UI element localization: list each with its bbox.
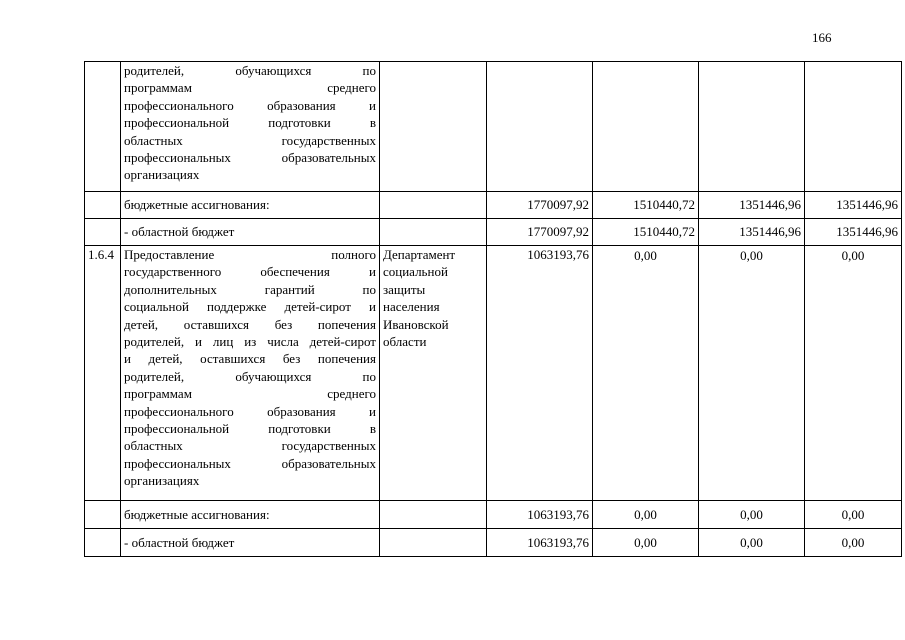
value-cell <box>699 62 805 192</box>
description-line: организациях <box>124 473 200 489</box>
description-line: профессионального образования и <box>124 403 376 419</box>
value-cell <box>805 62 902 192</box>
value-cell: 1770097,92 <box>487 192 593 219</box>
description-line: родителей, обучающихся по <box>124 63 376 78</box>
row-label: - областной бюджет <box>121 219 380 246</box>
value-cell: 1063193,76 <box>487 529 593 557</box>
value-cell: 0,00 <box>593 501 699 529</box>
description-line: родителей, и лиц из числа детей-сирот <box>124 333 376 349</box>
description-line: профессиональных образовательных <box>124 149 376 165</box>
row-number <box>85 62 121 192</box>
value-cell: 0,00 <box>699 529 805 557</box>
description-line: родителей, обучающихся по <box>124 368 376 384</box>
table-row-regional <box>85 529 902 557</box>
executor-cell <box>380 529 487 557</box>
description-line: социальной поддержке детей-сирот и <box>124 299 376 315</box>
value-cell: 0,00 <box>699 246 805 501</box>
budget-table <box>84 61 902 557</box>
value-cell: 0,00 <box>699 501 805 529</box>
description-line: организациях <box>124 167 200 183</box>
description-line: профессиональных образовательных <box>124 455 376 471</box>
executor-line: защиты <box>383 281 426 297</box>
table-row-regional <box>85 219 902 246</box>
table-row-item <box>85 246 902 501</box>
value-cell: 0,00 <box>805 529 902 557</box>
description-line: профессиональной подготовки в <box>124 420 376 436</box>
row-label: бюджетные ассигнования: <box>121 192 380 219</box>
description-line: областных государственных <box>124 438 376 454</box>
executor-cell <box>380 219 487 246</box>
description-line: программам среднего <box>124 80 376 96</box>
value-cell: 1510440,72 <box>593 192 699 219</box>
executor-line: Департамент <box>383 247 456 262</box>
executor-line: Ивановской <box>383 316 449 332</box>
executor-cell <box>380 192 487 219</box>
value-cell: 1770097,92 <box>487 219 593 246</box>
executor-line: социальной <box>383 264 448 280</box>
row-description <box>121 246 380 501</box>
value-cell: 0,00 <box>593 246 699 501</box>
value-cell <box>593 62 699 192</box>
value-cell: 1063193,76 <box>487 501 593 529</box>
executor-cell <box>380 246 487 501</box>
description-line: областных государственных <box>124 132 376 148</box>
table-row-budget <box>85 192 902 219</box>
page-number: 166 <box>812 30 832 45</box>
executor-cell <box>380 62 487 192</box>
row-number <box>85 192 121 219</box>
value-cell: 1063193,76 <box>487 246 593 501</box>
value-cell: 0,00 <box>805 501 902 529</box>
table-row-continuation <box>85 62 902 192</box>
row-number: 1.6.4 <box>85 246 121 501</box>
description-line: Предоставление полного <box>124 247 376 262</box>
value-cell: 0,00 <box>805 246 902 501</box>
value-cell: 1510440,72 <box>593 219 699 246</box>
description-line: программам среднего <box>124 386 376 402</box>
row-number <box>85 501 121 529</box>
description-line: детей, оставшихся без попечения <box>124 316 376 332</box>
executor-line: области <box>383 333 427 349</box>
row-label: бюджетные ассигнования: <box>121 501 380 529</box>
value-cell: 0,00 <box>593 529 699 557</box>
description-line: профессионального образования и <box>124 97 376 113</box>
executor-cell <box>380 501 487 529</box>
value-cell: 1351446,96 <box>699 192 805 219</box>
row-description <box>121 62 380 192</box>
row-number <box>85 219 121 246</box>
value-cell: 1351446,96 <box>805 192 902 219</box>
row-label: - областной бюджет <box>121 529 380 557</box>
row-number <box>85 529 121 557</box>
table-row-budget <box>85 501 902 529</box>
executor-line: населения <box>383 299 440 315</box>
value-cell <box>487 62 593 192</box>
description-line: дополнительных гарантий по <box>124 281 376 297</box>
value-cell: 1351446,96 <box>805 219 902 246</box>
description-line: профессиональной подготовки в <box>124 115 376 131</box>
value-cell: 1351446,96 <box>699 219 805 246</box>
description-line: и детей, оставшихся без попечения <box>124 351 376 367</box>
description-line: государственного обеспечения и <box>124 264 376 280</box>
